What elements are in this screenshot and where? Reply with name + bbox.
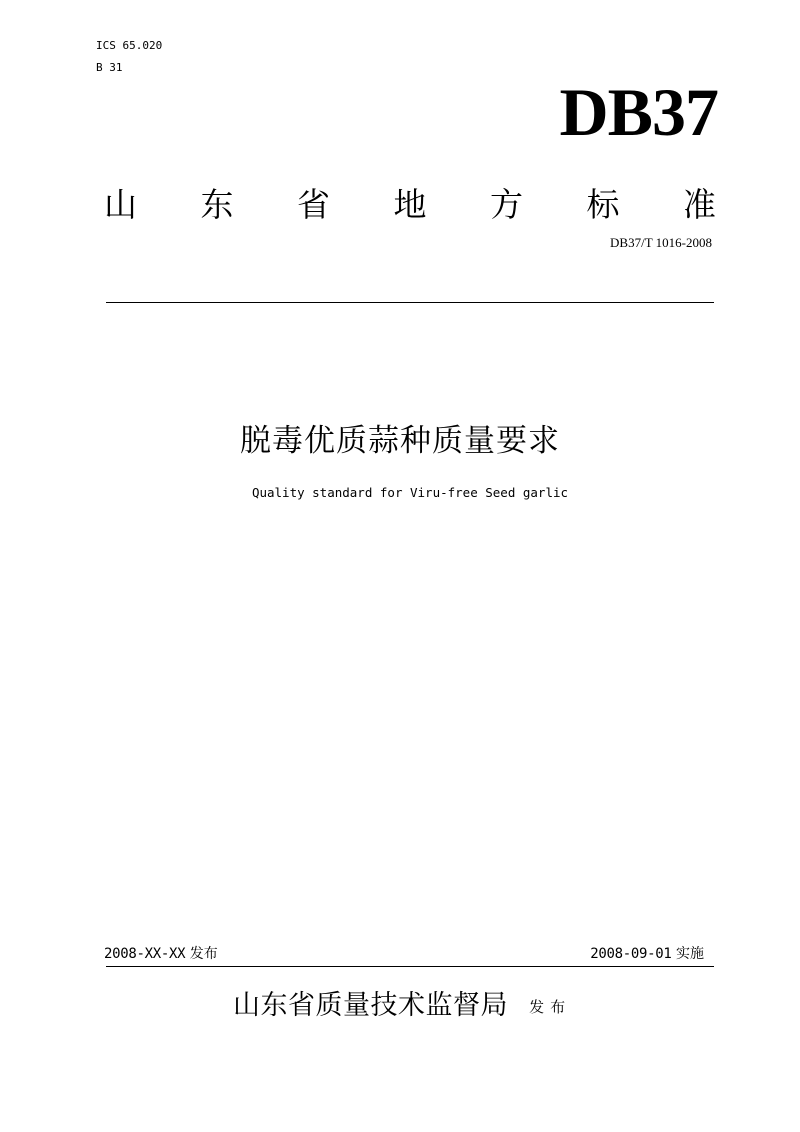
standard-type-char: 准 (683, 185, 716, 224)
standard-code: DB37 (559, 74, 718, 150)
footer-divider (106, 966, 714, 967)
issue-date-label: 发布 (189, 946, 218, 962)
issue-date-value: 2008-XX-XX (104, 946, 186, 962)
standard-type-char: 山 (104, 185, 137, 224)
issuer-name: 山东省质量技术监督局 (233, 990, 508, 1021)
implement-date (590, 944, 704, 964)
standard-type-char: 地 (393, 185, 427, 224)
standard-type (104, 185, 716, 225)
header-divider (106, 302, 714, 303)
ccs-code: B 31 (96, 61, 123, 74)
implement-date-value: 2008-09-01 (590, 946, 672, 962)
issuer-suffix: 发布 (529, 998, 572, 1016)
issuer (233, 986, 571, 1027)
title-english: Quality standard for Viru-free Seed garlic (251, 485, 569, 500)
standard-type-char: 方 (490, 185, 523, 224)
title-chinese: 脱毒优质蒜种质量要求 (240, 423, 560, 459)
standard-type-char: 省 (297, 185, 330, 224)
standard-number: DB37/T 1016-2008 (610, 235, 712, 250)
standard-type-char: 东 (200, 185, 234, 224)
ics-code: ICS 65.020 (96, 39, 163, 52)
issue-date (104, 944, 218, 964)
standard-type-char: 标 (586, 185, 620, 224)
implement-date-label: 实施 (676, 946, 704, 962)
